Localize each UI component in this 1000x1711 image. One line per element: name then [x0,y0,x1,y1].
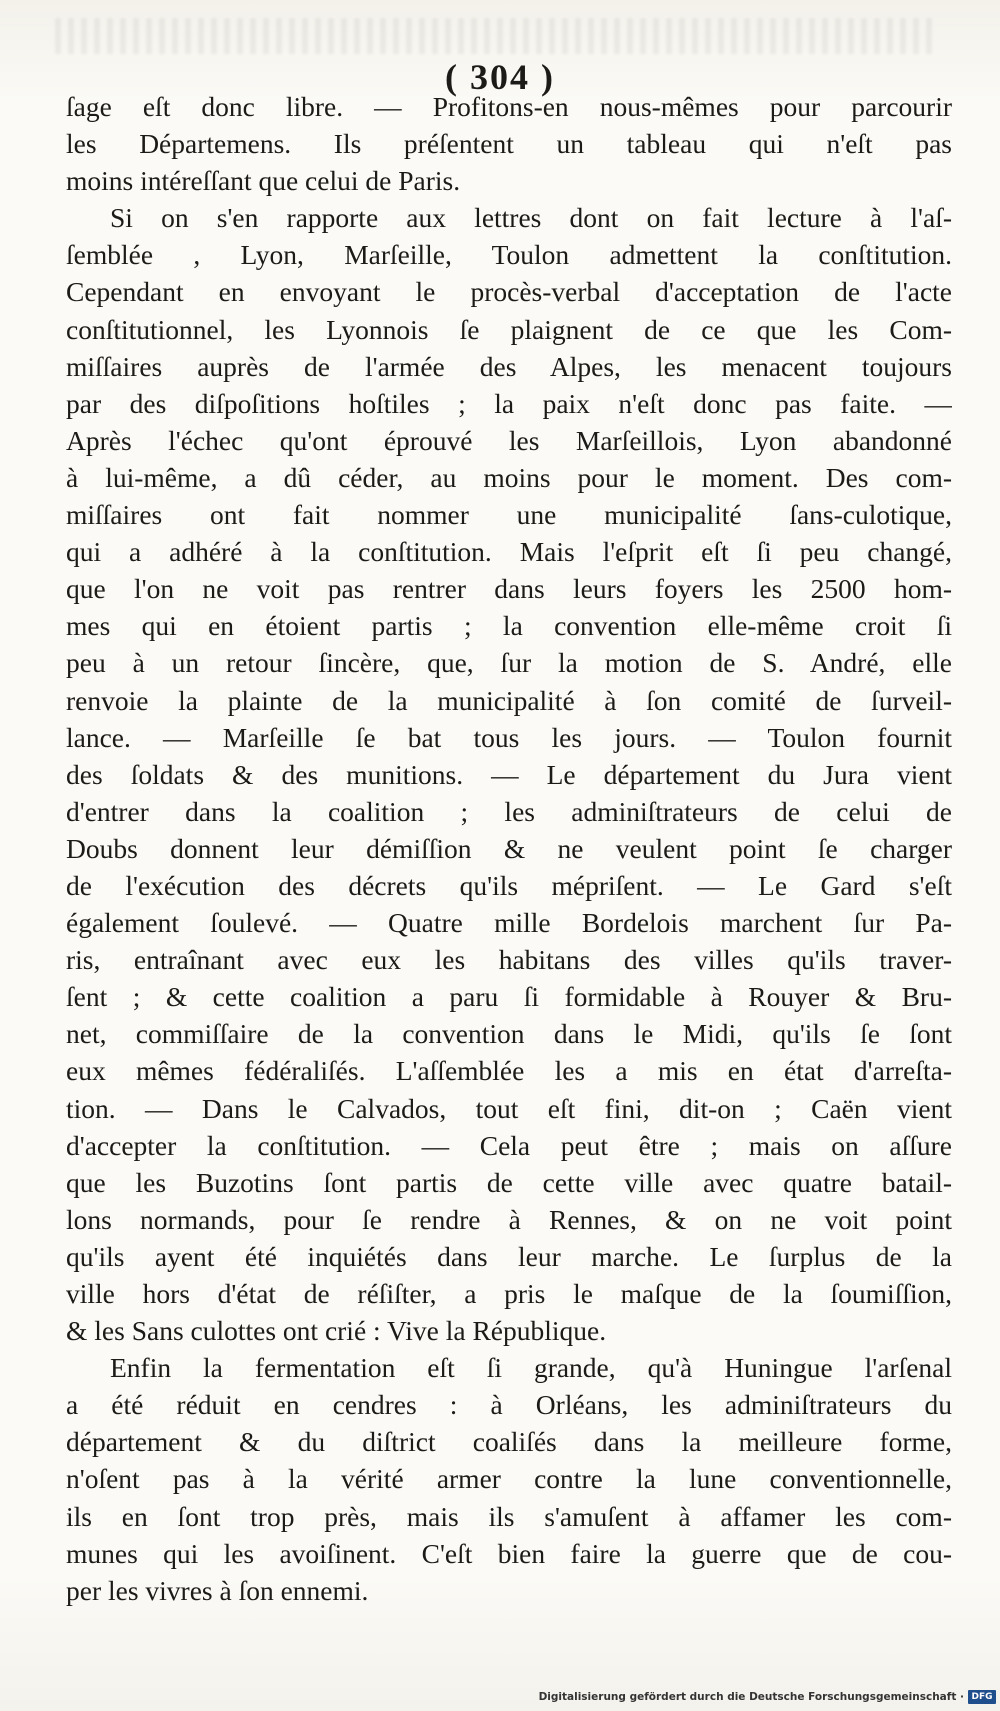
text-line: d'accepter la conſtitution. — Cela peut être ; mais on aſſure [66,1129,952,1161]
text-line: per les vivres à ſon ennemi. [66,1574,369,1606]
paragraph [66,199,952,1349]
text-line: n'oſent pas à la vérité armer contre la lune conventionnelle, [66,1463,952,1495]
text-line: département & du diſtrict coaliſés dans la meilleure forme, [66,1426,952,1458]
text-line: des ſoldats & des munitions. — Le département du Jura vient [66,758,952,790]
text-line: que l'on ne voit pas rentrer dans leurs foyers les 2500 hom- [66,573,952,605]
text-line: ſage eſt donc libre. — Profitons-en nous-mêmes pour parcourir [66,91,952,122]
text-line: par des diſpoſitions hoſtiles ; la paix n'eſt donc pas faite. — [66,387,952,419]
text-line: qu'ils ayent été inquiétés dans leur marche. Le ſurplus de la [66,1240,952,1272]
text-line: ris, entraînant avec eux les habitans des villes qu'ils traver- [66,944,952,976]
text-line: miſſaires ont fait nommer une municipalité ſans-culotique, [66,499,952,531]
text-line: eux mêmes fédéraliſés. L'aſſemblée les a mis en état d'arreſta- [66,1055,952,1087]
digitization-credit: Digitalisierung gefördert durch die Deutsche Forschungsgemeinschaft · [538,1691,964,1703]
text-line: renvoie la plainte de la municipalité à ſon comité de ſurveil- [66,684,952,716]
text-line: peu à un retour ſincère, que, ſur la motion de S. André, elle [66,647,952,679]
paragraph [66,1349,952,1609]
text-line: conſtitutionnel, les Lyonnois ſe plaignent de ce que les Com- [66,313,952,345]
footer [539,1687,996,1707]
text-line: tion. — Dans le Calvados, tout eſt fini, dit-on ; Caën vient [66,1092,952,1124]
text-line: lance. — Marſeille ſe bat tous les jours. — Toulon fournit [66,721,952,753]
text-line: Si on s'en rapporte aux lettres dont on fait lecture à l'aſ- [110,202,952,234]
text-line: miſſaires auprès de l'armée des Alpes, les menacent toujours [66,350,952,382]
text-line: Après l'échec qu'ont éprouvé les Marſeillois, Lyon abandonné [66,424,952,456]
text-line: Doubs donnent leur démiſſion & ne veulent point ſe charger [66,832,952,864]
text-line: Enfin la fermentation eſt ſi grande, qu'à Huningue l'arſenal [110,1352,952,1384]
text-line: & les Sans culottes ont crié : Vive la République. [66,1315,607,1347]
text-line: ſemblée , Lyon, Marſeille, Toulon admettent la conſtitution. [66,239,952,271]
text-line: les Départemens. Ils préſentent un tableau qui n'eſt pas [66,128,952,160]
text-line: qui a adhéré à la conſtitution. Mais l'eſprit eſt ſi peu changé, [66,536,952,568]
text-line: munes qui les avoiſinent. C'eſt bien faire la guerre que de cou- [66,1537,952,1569]
text-line: que les Buzotins ſont partis de cette ville avec quatre batail- [66,1166,952,1198]
text-line: net, commiſſaire de la convention dans le Midi, qu'ils ſe ſont [66,1018,952,1050]
bleed-through-shadow [55,18,935,54]
text-line: mes qui en étoient partis ; la convention elle-même croit ſi [66,610,952,642]
dfg-logo: DFG [968,1690,996,1704]
body-text [66,88,952,1609]
text-line: ils en ſont trop près, mais ils s'amuſent à affamer les com- [66,1500,952,1532]
text-line: ſent ; & cette coalition a paru ſi formidable à Rouyer & Bru- [66,981,952,1013]
text-line: Cependant en envoyant le procès-verbal d'acceptation de l'acte [66,276,952,308]
text-line: de l'exécution des décrets qu'ils mépriſent. — Le Gard s'eſt [66,869,952,901]
text-line: également ſoulevé. — Quatre mille Bordelois marchent ſur Pa- [66,907,952,939]
text-line: à lui-même, a dû céder, au moins pour le moment. Des com- [66,461,952,493]
paragraph [66,88,952,199]
text-line: lons normands, pour ſe rendre à Rennes, & on ne voit point [66,1203,952,1235]
text-line: ville hors d'état de réſiſter, a pris le maſque de la ſoumiſſion, [66,1278,952,1309]
text-line: moins intéreſſant que celui de Paris. [66,165,461,197]
text-line: a été réduit en cendres : à Orléans, les adminiſtrateurs du [66,1389,952,1421]
text-line: d'entrer dans la coalition ; les adminiſtrateurs de celui de [66,795,952,827]
page-number: ( 304 ) [445,57,555,97]
